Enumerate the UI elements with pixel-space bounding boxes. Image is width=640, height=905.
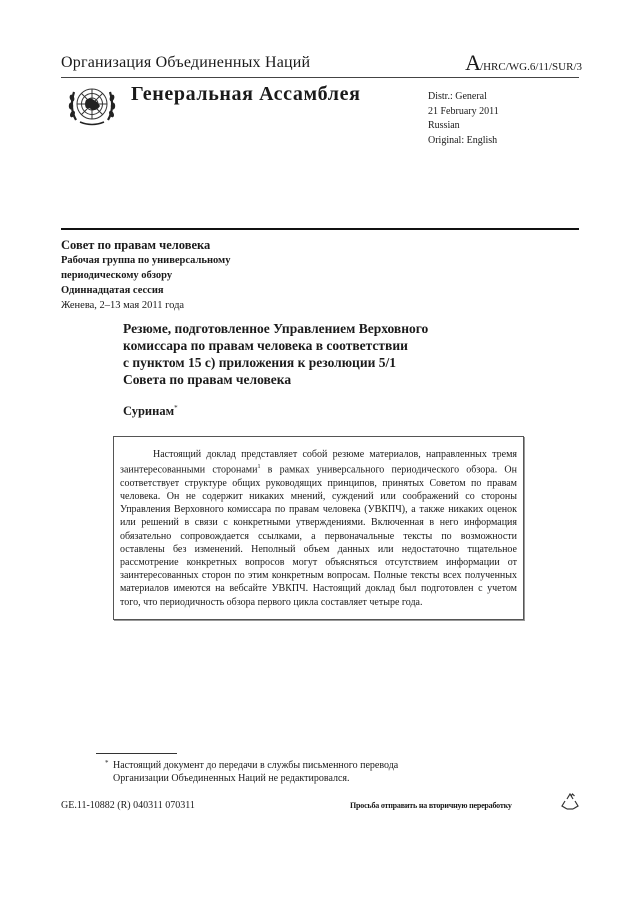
original-language: Original: English — [428, 134, 498, 146]
header-rule — [61, 77, 579, 78]
document-title — [123, 320, 523, 388]
title-line: с пунктом 15 с) приложения к резолюции 5/1 — [123, 355, 397, 370]
distribution-type: Distr.: General — [428, 91, 487, 102]
job-number: GE.11-10882 (R) 040311 070311 — [61, 800, 195, 811]
recycle-icon — [560, 793, 580, 811]
distribution-info — [428, 90, 499, 148]
summary-box — [113, 436, 524, 620]
footnote-line-1: Настоящий документ до передачи в службы письменного перевода — [113, 760, 399, 771]
council-name: Совет по правам человека — [61, 238, 211, 252]
summary-text-part-2: в рамках универсального периодического обзора. Он соответствует структуре общих руководящих принципов, принятых Советом по правам человека. Он не содержит никаких мнений, суждений или соображений со стороны Управления Верховного комиссара по правам человека (УВКПЧ), а также никаких оценок или решений в связи с конкретными утверждениями. Включенная в него информация обязательно сопровождается ссылками, а первоначальные тексты по возможности оставлены без изменений. Неполный объем данных или недостаточно тщательное рассмотрение конкретных вопросов могут объясняться отсутствием информации от заинтересованных сторон по этим конкретным вопросам. Полные тексты всех полученных материалов имеются на вебсайте УВКПЧ. Настоящий доклад был подготовлен с учетом того, что периодичность обзора первого цикла составляет четыре года. — [120, 464, 517, 608]
session-name: Одиннадцатая сессия — [61, 285, 164, 296]
footnote-mark: * — [105, 759, 109, 767]
footnote-ref-star[interactable]: * — [174, 404, 178, 412]
working-group-line-1: Рабочая группа по универсальному — [61, 255, 231, 266]
country-heading — [123, 404, 178, 419]
document-language: Russian — [428, 120, 460, 131]
footnote-ref-1[interactable]: 1 — [257, 464, 261, 471]
symbol-rest: /HRC/WG.6/11/SUR/3 — [480, 61, 582, 73]
organization-name: Организация Объединенных Наций — [61, 54, 311, 71]
working-group-line-2: периодическому обзору — [61, 270, 173, 281]
title-line: Резюме, подготовленное Управлением Верховного — [123, 321, 429, 336]
footnote-line-2: Организации Объединенных Наций не редактировался. — [113, 773, 350, 784]
footnote — [105, 759, 513, 785]
country-name: Суринам — [123, 404, 175, 419]
un-emblem-icon — [66, 82, 118, 130]
distribution-date: 21 February 2011 — [428, 105, 499, 117]
recycle-notice: Просьба отправить на вторичную переработку — [350, 801, 512, 810]
general-assembly-title: Генеральная Ассамблея — [131, 83, 361, 105]
symbol-prefix: A — [465, 50, 481, 75]
title-line: комиссара по правам человека в соответствии — [123, 338, 408, 353]
council-block — [61, 238, 230, 313]
summary-text-part-1: Настоящий доклад представляет собой резюме материалов, направленных тремя заинтересованными сторонами — [120, 449, 517, 476]
venue-dates: Женева, 2–13 мая 2011 года — [61, 300, 185, 311]
document-symbol — [465, 50, 582, 76]
footnote-separator — [96, 753, 177, 754]
summary-paragraph — [120, 448, 517, 609]
title-line: Совета по правам человека — [123, 372, 292, 387]
section-rule — [61, 228, 579, 230]
